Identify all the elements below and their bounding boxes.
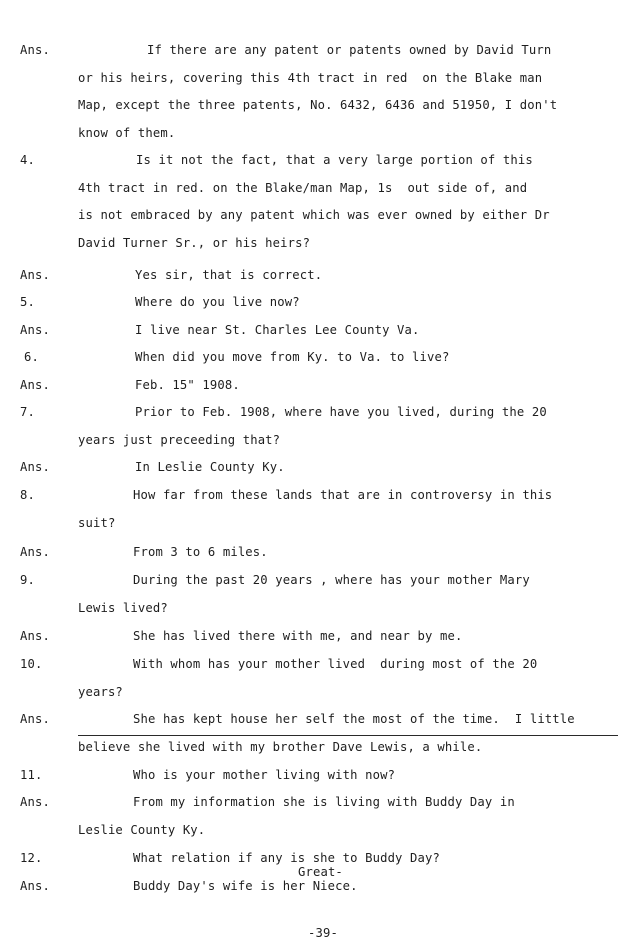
answer-text-line: Buddy Day's wife is her Niece.: [133, 879, 358, 893]
question-text-line: During the past 20 years , where has your mother Mary: [133, 573, 530, 587]
question-number: 6.: [24, 350, 39, 364]
answer-text-line: or his heirs, covering this 4th tract in red on the Blake man: [78, 70, 543, 85]
answer-label: Ans.: [20, 460, 50, 474]
answer-text-line: If there are any patent or patents owned by David Turn: [147, 43, 552, 57]
answer-text-line: Leslie County Ky.: [78, 822, 206, 837]
question-number: 8.: [20, 488, 35, 502]
answer-text-line: know of them.: [78, 125, 176, 140]
answer-text-line: Map, except the three patents, No. 6432, 6436 and 51950, I don't: [78, 98, 558, 112]
question-text-line: How far from these lands that are in controversy in this: [133, 488, 553, 502]
answer-label: Ans.: [20, 43, 50, 57]
answer-text-line: In Leslie County Ky.: [135, 460, 285, 474]
page-number: -39-: [308, 926, 338, 940]
answer-label: Ans.: [20, 629, 50, 643]
question-text-line: Prior to Feb. 1908, where have you lived, during the 20: [135, 405, 547, 419]
answer-label: Ans.: [20, 545, 50, 559]
question-text-line: suit?: [78, 515, 116, 530]
question-number: 7.: [20, 405, 35, 419]
answer-label: Ans.: [20, 712, 50, 726]
question-text-line: With whom has your mother lived during most of the 20: [133, 657, 538, 671]
answer-text-line: From 3 to 6 miles.: [133, 545, 268, 559]
question-text-line: Lewis lived?: [78, 600, 168, 615]
question-number: 12.: [20, 851, 43, 865]
question-text-line: Is it not the fact, that a very large portion of this: [136, 153, 533, 167]
answer-text-line: believe she lived with my brother Dave Lewis, a while.: [78, 739, 483, 754]
question-number: 11.: [20, 768, 43, 782]
question-text-line: 4th tract in red. on the Blake/man Map, 1s out side of, and: [78, 180, 528, 195]
question-text-line: years?: [78, 684, 123, 699]
question-text-line: Who is your mother living with now?: [133, 768, 396, 782]
answer-text-line: She has lived there with me, and near by me.: [133, 629, 463, 643]
answer-text-line: Feb. 15" 1908.: [135, 378, 240, 392]
answer-text-line: She has kept house her self the most of the time. I little: [133, 712, 575, 726]
answer-label: Ans.: [20, 268, 50, 282]
question-text-line: years just preceeding that?: [78, 432, 281, 447]
handwritten-insertion: Great-: [298, 865, 343, 879]
question-text-line: Where do you live now?: [135, 295, 300, 309]
question-text-line: What relation if any is she to Buddy Day?: [133, 851, 440, 865]
answer-label: Ans.: [20, 378, 50, 392]
question-number: 5.: [20, 295, 35, 309]
answer-text-line: From my information she is living with Buddy Day in: [133, 795, 515, 809]
question-number: 10.: [20, 657, 43, 671]
question-text-line: David Turner Sr., or his heirs?: [78, 235, 311, 250]
question-text-line: is not embraced by any patent which was ever owned by either Dr: [78, 208, 550, 222]
answer-text-line: I live near St. Charles Lee County Va.: [135, 323, 420, 337]
question-text-line: When did you move from Ky. to Va. to live?: [135, 350, 450, 364]
question-number: 9.: [20, 573, 35, 587]
question-number: 4.: [20, 153, 35, 167]
answer-text-line: Yes sir, that is correct.: [135, 268, 323, 282]
answer-label: Ans.: [20, 323, 50, 337]
underline-rule: [78, 735, 618, 736]
answer-label: Ans.: [20, 795, 50, 809]
answer-label: Ans.: [20, 879, 50, 893]
